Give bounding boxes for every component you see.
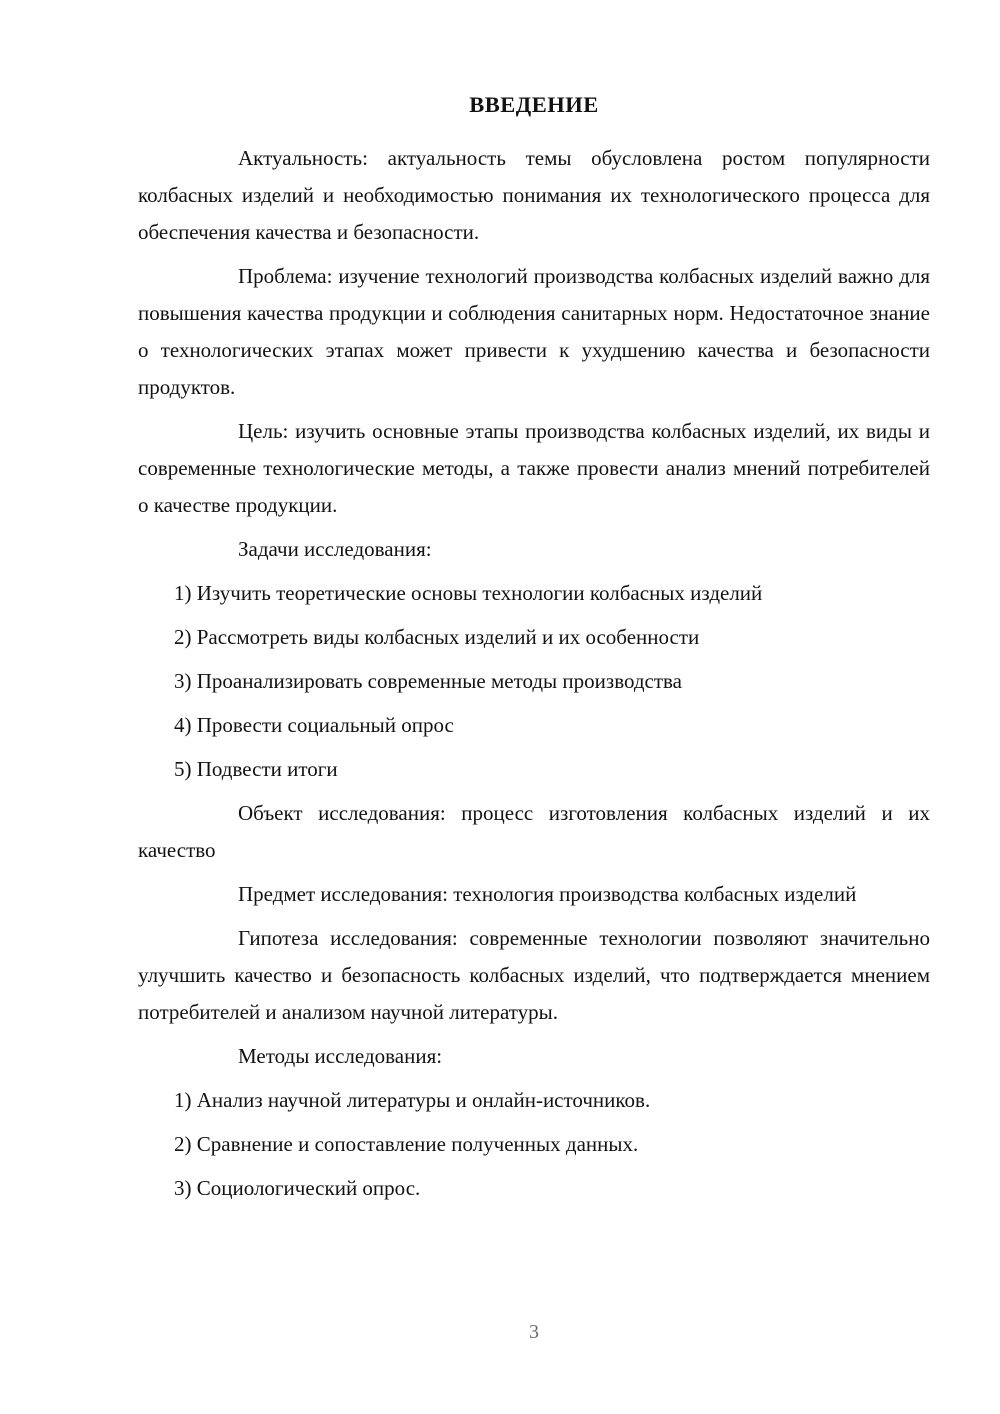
task-item-2: 2) Рассмотреть виды колбасных изделий и их особенности bbox=[174, 625, 700, 649]
paragraph-object: Объект исследования: процесс изготовления колбасных изделий и их качество bbox=[138, 801, 930, 862]
paragraph-relevance: Актуальность: актуальность темы обусловлена ростом популярности колбасных изделий и необходимостью понимания их технологического процесса для обеспечения качества и безопасности. bbox=[138, 146, 930, 244]
page-number: 3 bbox=[529, 1321, 539, 1343]
paragraph-goal: Цель: изучить основные этапы производства колбасных изделий, их виды и современные технологические методы, а также провести анализ мнений потребителей о качестве продукции. bbox=[138, 419, 930, 517]
paragraph-problem: Проблема: изучение технологий производства колбасных изделий важно для повышения качества продукции и соблюдения санитарных норм. Недостаточное знание о технологических этапах может привести к ухудшению качества и безопасности продуктов. bbox=[138, 264, 930, 399]
task-item-1: 1) Изучить теоретические основы технологии колбасных изделий bbox=[174, 581, 763, 605]
methods-label: Методы исследования: bbox=[238, 1044, 443, 1068]
task-item-4: 4) Провести социальный опрос bbox=[174, 713, 454, 737]
method-item-1: 1) Анализ научной литературы и онлайн-источников. bbox=[174, 1088, 651, 1112]
method-item-3: 3) Социологический опрос. bbox=[174, 1176, 421, 1200]
paragraph-hypothesis: Гипотеза исследования: современные технологии позволяют значительно улучшить качество и безопасность колбасных изделий, что подтверждается мнением потребителей и анализом научной литературы. bbox=[138, 926, 930, 1024]
page-title: ВВЕДЕНИЕ bbox=[469, 92, 599, 117]
task-item-5: 5) Подвести итоги bbox=[174, 757, 338, 781]
paragraph-subject: Предмет исследования: технология производства колбасных изделий bbox=[238, 882, 857, 906]
tasks-label: Задачи исследования: bbox=[238, 537, 432, 561]
task-item-3: 3) Проанализировать современные методы производства bbox=[174, 669, 682, 693]
method-item-2: 2) Сравнение и сопоставление полученных данных. bbox=[174, 1132, 639, 1156]
